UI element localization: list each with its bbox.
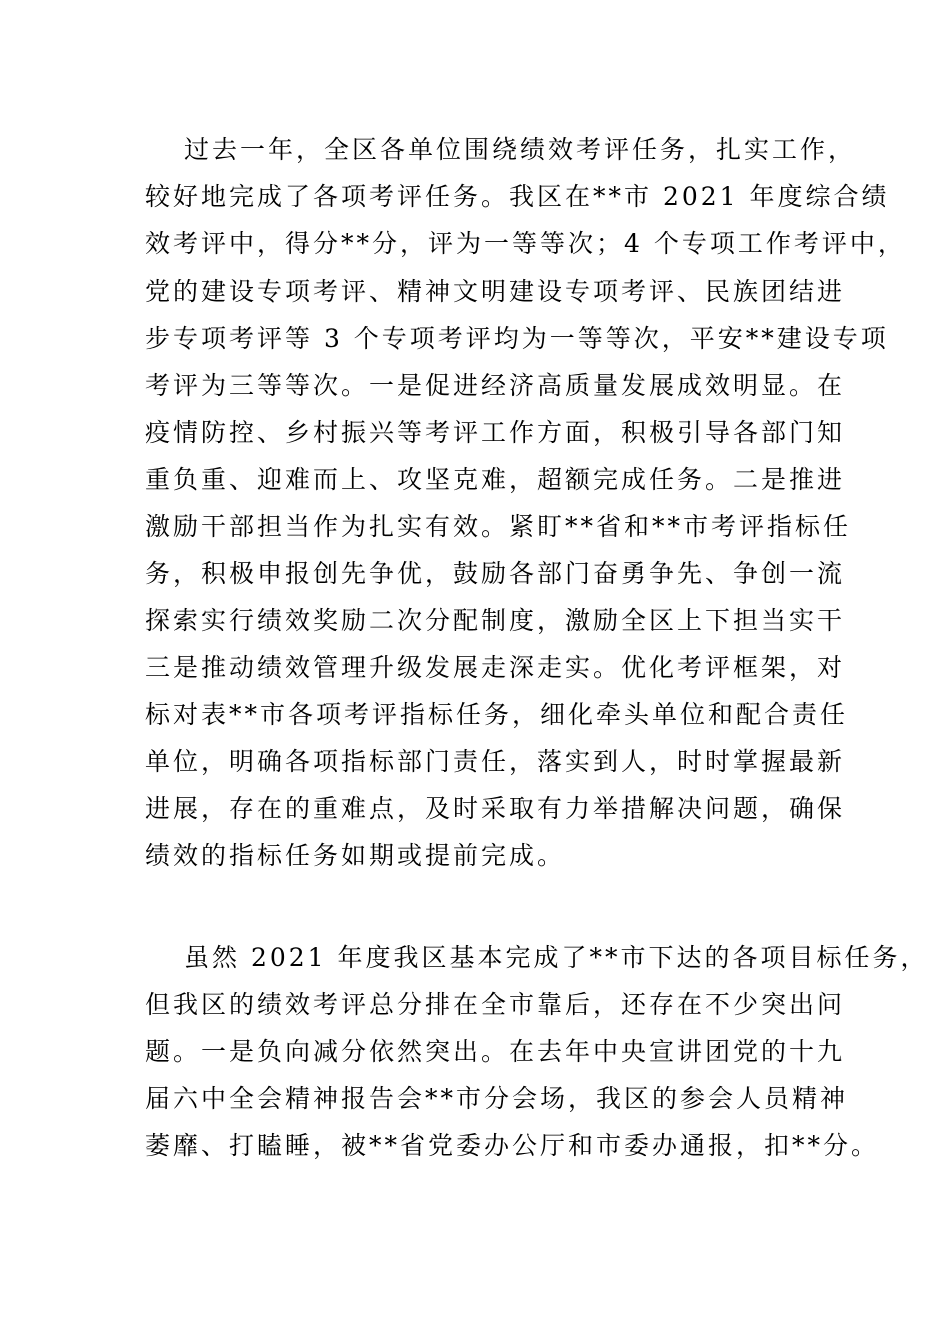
paragraph-line: 过去一年，全区各单位围绕绩效考评任务，扎实工作， — [184, 135, 857, 164]
paragraph-line: 党的建设专项考评、精神文明建设专项考评、民族团结进 — [145, 277, 846, 306]
paragraph-line: 考评为三等等次。一是促进经济高质量发展成效明显。在 — [145, 371, 846, 400]
paragraph-line: 务，积极申报创先争优，鼓励各部门奋勇争先、争创一流 — [145, 559, 846, 588]
paragraph-line: 绩效的指标任务如期或提前完成。 — [145, 841, 566, 870]
paragraph-line: 激励干部担当作为扎实有效。紧盯**省和**市考评指标任 — [145, 512, 852, 541]
paragraph-line: 效考评中，得分**分，评为一等等次；4 个专项工作考评中， — [145, 229, 906, 258]
paragraph-line: 但我区的绩效考评总分排在全市靠后，还存在不少突出问 — [145, 990, 846, 1019]
paragraph-line: 题。一是负向减分依然突出。在去年中央宣讲团党的十九 — [145, 1037, 846, 1066]
paragraph-line: 单位，明确各项指标部门责任，落实到人，时时掌握最新 — [145, 747, 846, 776]
paragraph-line: 虽然 2021 年度我区基本完成了**市下达的各项目标任务， — [184, 943, 929, 972]
paragraph-line: 萎靡、打瞌睡，被**省党委办公厅和市委办通报，扣**分。 — [145, 1131, 880, 1160]
paragraph-line: 步专项考评等 3 个专项考评均为一等等次，平安**建设专项 — [145, 324, 889, 353]
paragraph-line: 三是推动绩效管理升级发展走深走实。优化考评框架，对 — [145, 653, 846, 682]
paragraph-line: 届六中全会精神报告会**市分会场，我区的参会人员精神 — [145, 1084, 849, 1113]
paragraph-line: 探索实行绩效奖励二次分配制度，激励全区上下担当实干 — [145, 606, 846, 635]
paragraph-line: 重负重、迎难而上、攻坚克难，超额完成任务。二是推进 — [145, 465, 846, 494]
paragraph-line: 疫情防控、乡村振兴等考评工作方面，积极引导各部门知 — [145, 418, 846, 447]
paragraph-line: 进展，存在的重难点，及时采取有力举措解决问题，确保 — [145, 794, 846, 823]
paragraph-line: 较好地完成了各项考评任务。我区在**市 2021 年度综合绩 — [145, 182, 890, 211]
paragraph-line: 标对表**市各项考评指标任务，细化牵头单位和配合责任 — [145, 700, 849, 729]
